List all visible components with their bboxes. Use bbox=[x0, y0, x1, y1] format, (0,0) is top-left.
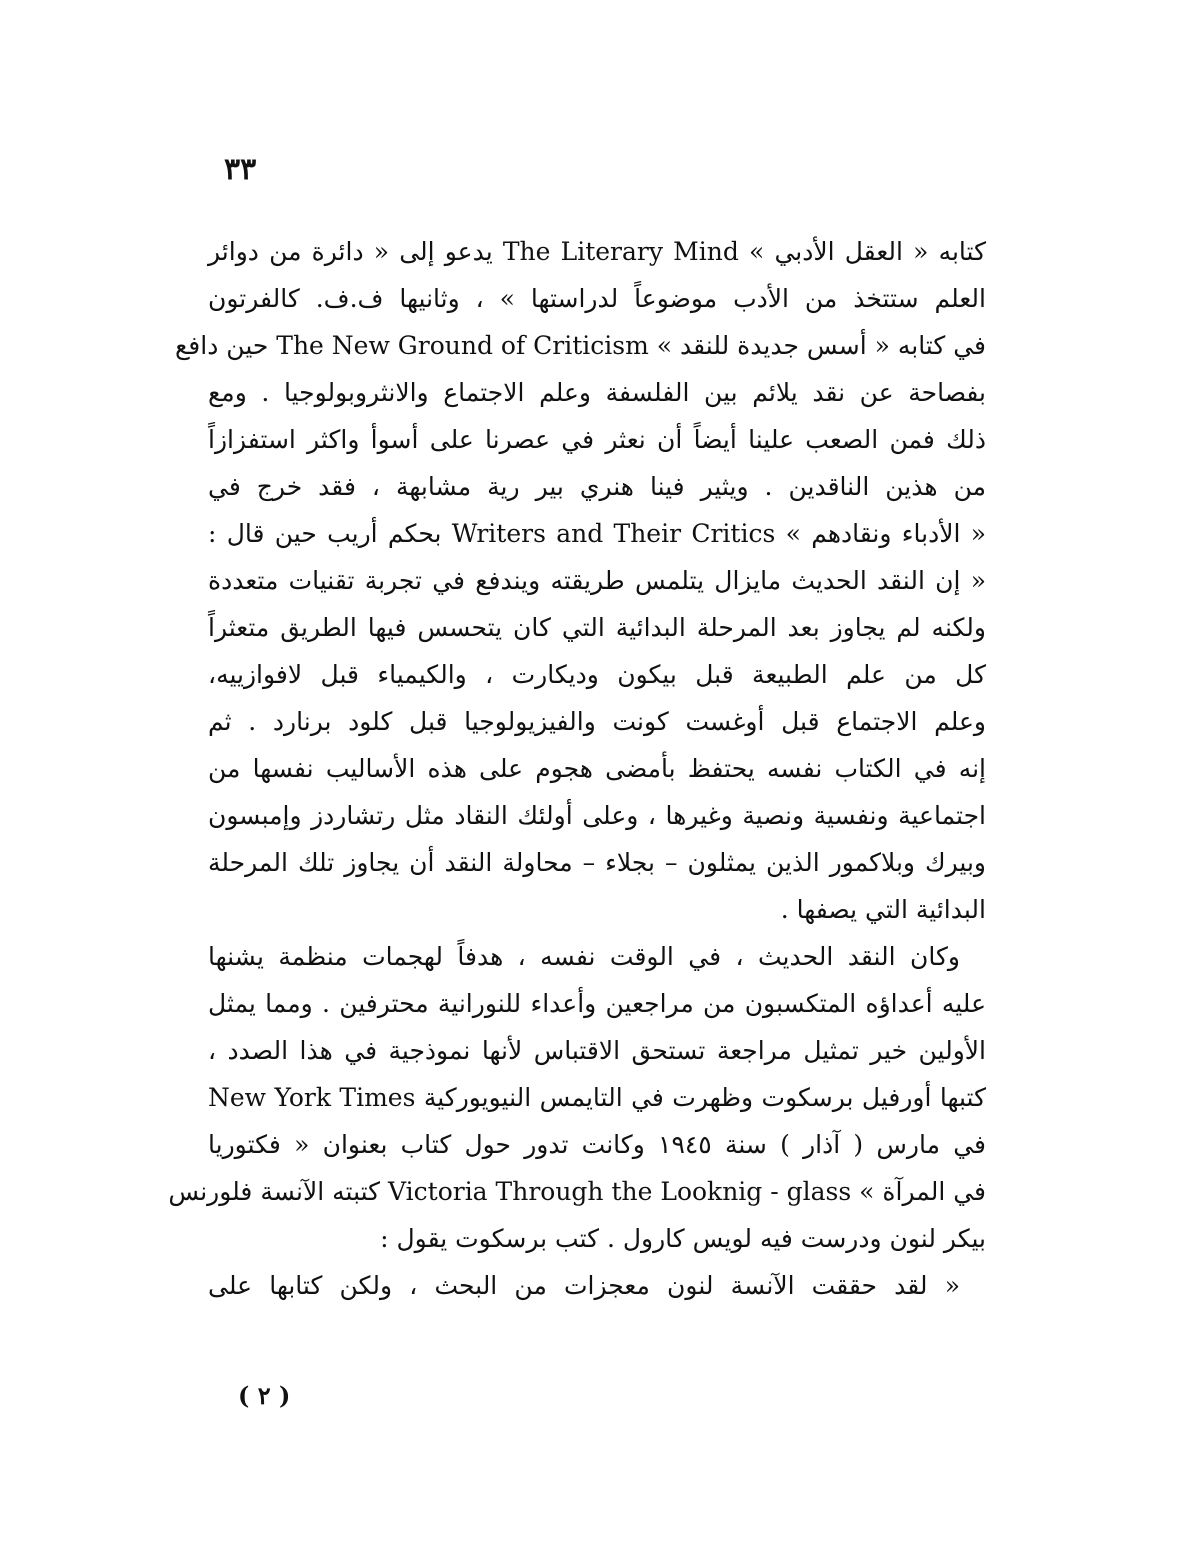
paragraph-start-line: وكان النقد الحديث ، في الوقت نفسه ، هدفاً لهجمات منظمة يشنها bbox=[208, 942, 960, 971]
body-text bbox=[168, 228, 987, 1309]
text-line: وبيرك وبلاكمور الذين يمثلون – بجلاء – محاولة النقد أن يجاوز تلك المرحلة bbox=[208, 848, 986, 877]
text-line: عليه أعداؤه المتكسبون من مراجعين وأعداء للنورانية محترفين . ومما يمثل bbox=[208, 989, 986, 1018]
text-line: الأولين خير تمثيل مراجعة تستحق الاقتباس لأنها نموذجية في هذا الصدد ، bbox=[208, 1036, 986, 1065]
text-line: ذلك فمن الصعب علينا أيضاً أن نعثر في عصرنا على أسوأ واكثر استفزازاً bbox=[208, 425, 986, 454]
text-line: في كتابه « أسس جديدة للنقد » The New Ground of Criticism حين دافع bbox=[175, 331, 986, 360]
text-line: بفصاحة عن نقد يلائم بين الفلسفة وعلم الاجتماع والانثروبولوجيا . ومع bbox=[208, 378, 986, 407]
text-line: إنه في الكتاب نفسه يحتفظ بأمضى هجوم على هذه الأساليب نفسها من bbox=[208, 754, 986, 783]
text-line: البدائية التي يصفها . bbox=[780, 895, 986, 924]
text-line: وعلم الاجتماع قبل أوغست كونت والفيزيولوجيا قبل كلود برنارد . ثم bbox=[208, 707, 986, 736]
signature-mark: ( ٢ ) bbox=[238, 1381, 291, 1410]
text-line: كتبها أورفيل برسكوت وظهرت في التايمس النيويوركية New York Times bbox=[208, 1083, 987, 1112]
quote-start-line: « لقد حققت الآنسة لنون معجزات من البحث ، ولكن كتابها على bbox=[208, 1271, 960, 1300]
text-line: كتابه « العقل الأدبي » The Literary Mind يدعو إلى « دائرة من دوائر bbox=[208, 237, 986, 266]
page-number: ٣٣ bbox=[224, 152, 257, 187]
text-line: اجتماعية ونفسية ونصية وغيرها ، وعلى أولئك النقاد مثل رتشاردز وإمبسون bbox=[208, 801, 986, 830]
text-line: العلم ستتخذ من الأدب موضوعاً لدراستها » ، وثانيها ف.ف. كالفرتون bbox=[208, 284, 986, 313]
text-line: ولكنه لم يجاوز بعد المرحلة البدائية التي كان يتحسس فيها الطريق متعثراً bbox=[208, 613, 986, 642]
text-line: « إن النقد الحديث مايزال يتلمس طريقته ويندفع في تجربة تقنيات متعددة bbox=[208, 566, 986, 595]
text-line: « الأدباء ونقادهم » Writers and Their Critics بحكم أريب حين قال : bbox=[208, 519, 987, 548]
text-line: في المرآة » Victoria Through the Looknig - glass كتبته الآنسة فلورنس bbox=[168, 1177, 986, 1206]
text-line: كل من علم الطبيعة قبل بيكون وديكارت ، والكيمياء قبل لافوازييه، bbox=[208, 660, 986, 689]
text-line: من هذين الناقدين . ويثير فينا هنري بير رية مشابهة ، فقد خرج في bbox=[208, 472, 986, 501]
text-line: بيكر لنون ودرست فيه لويس كارول . كتب برسكوت يقول : bbox=[380, 1224, 986, 1253]
text-line: في مارس ( آذار ) سنة ١٩٤٥ وكانت تدور حول كتاب بعنوان « فكتوريا bbox=[208, 1130, 986, 1159]
